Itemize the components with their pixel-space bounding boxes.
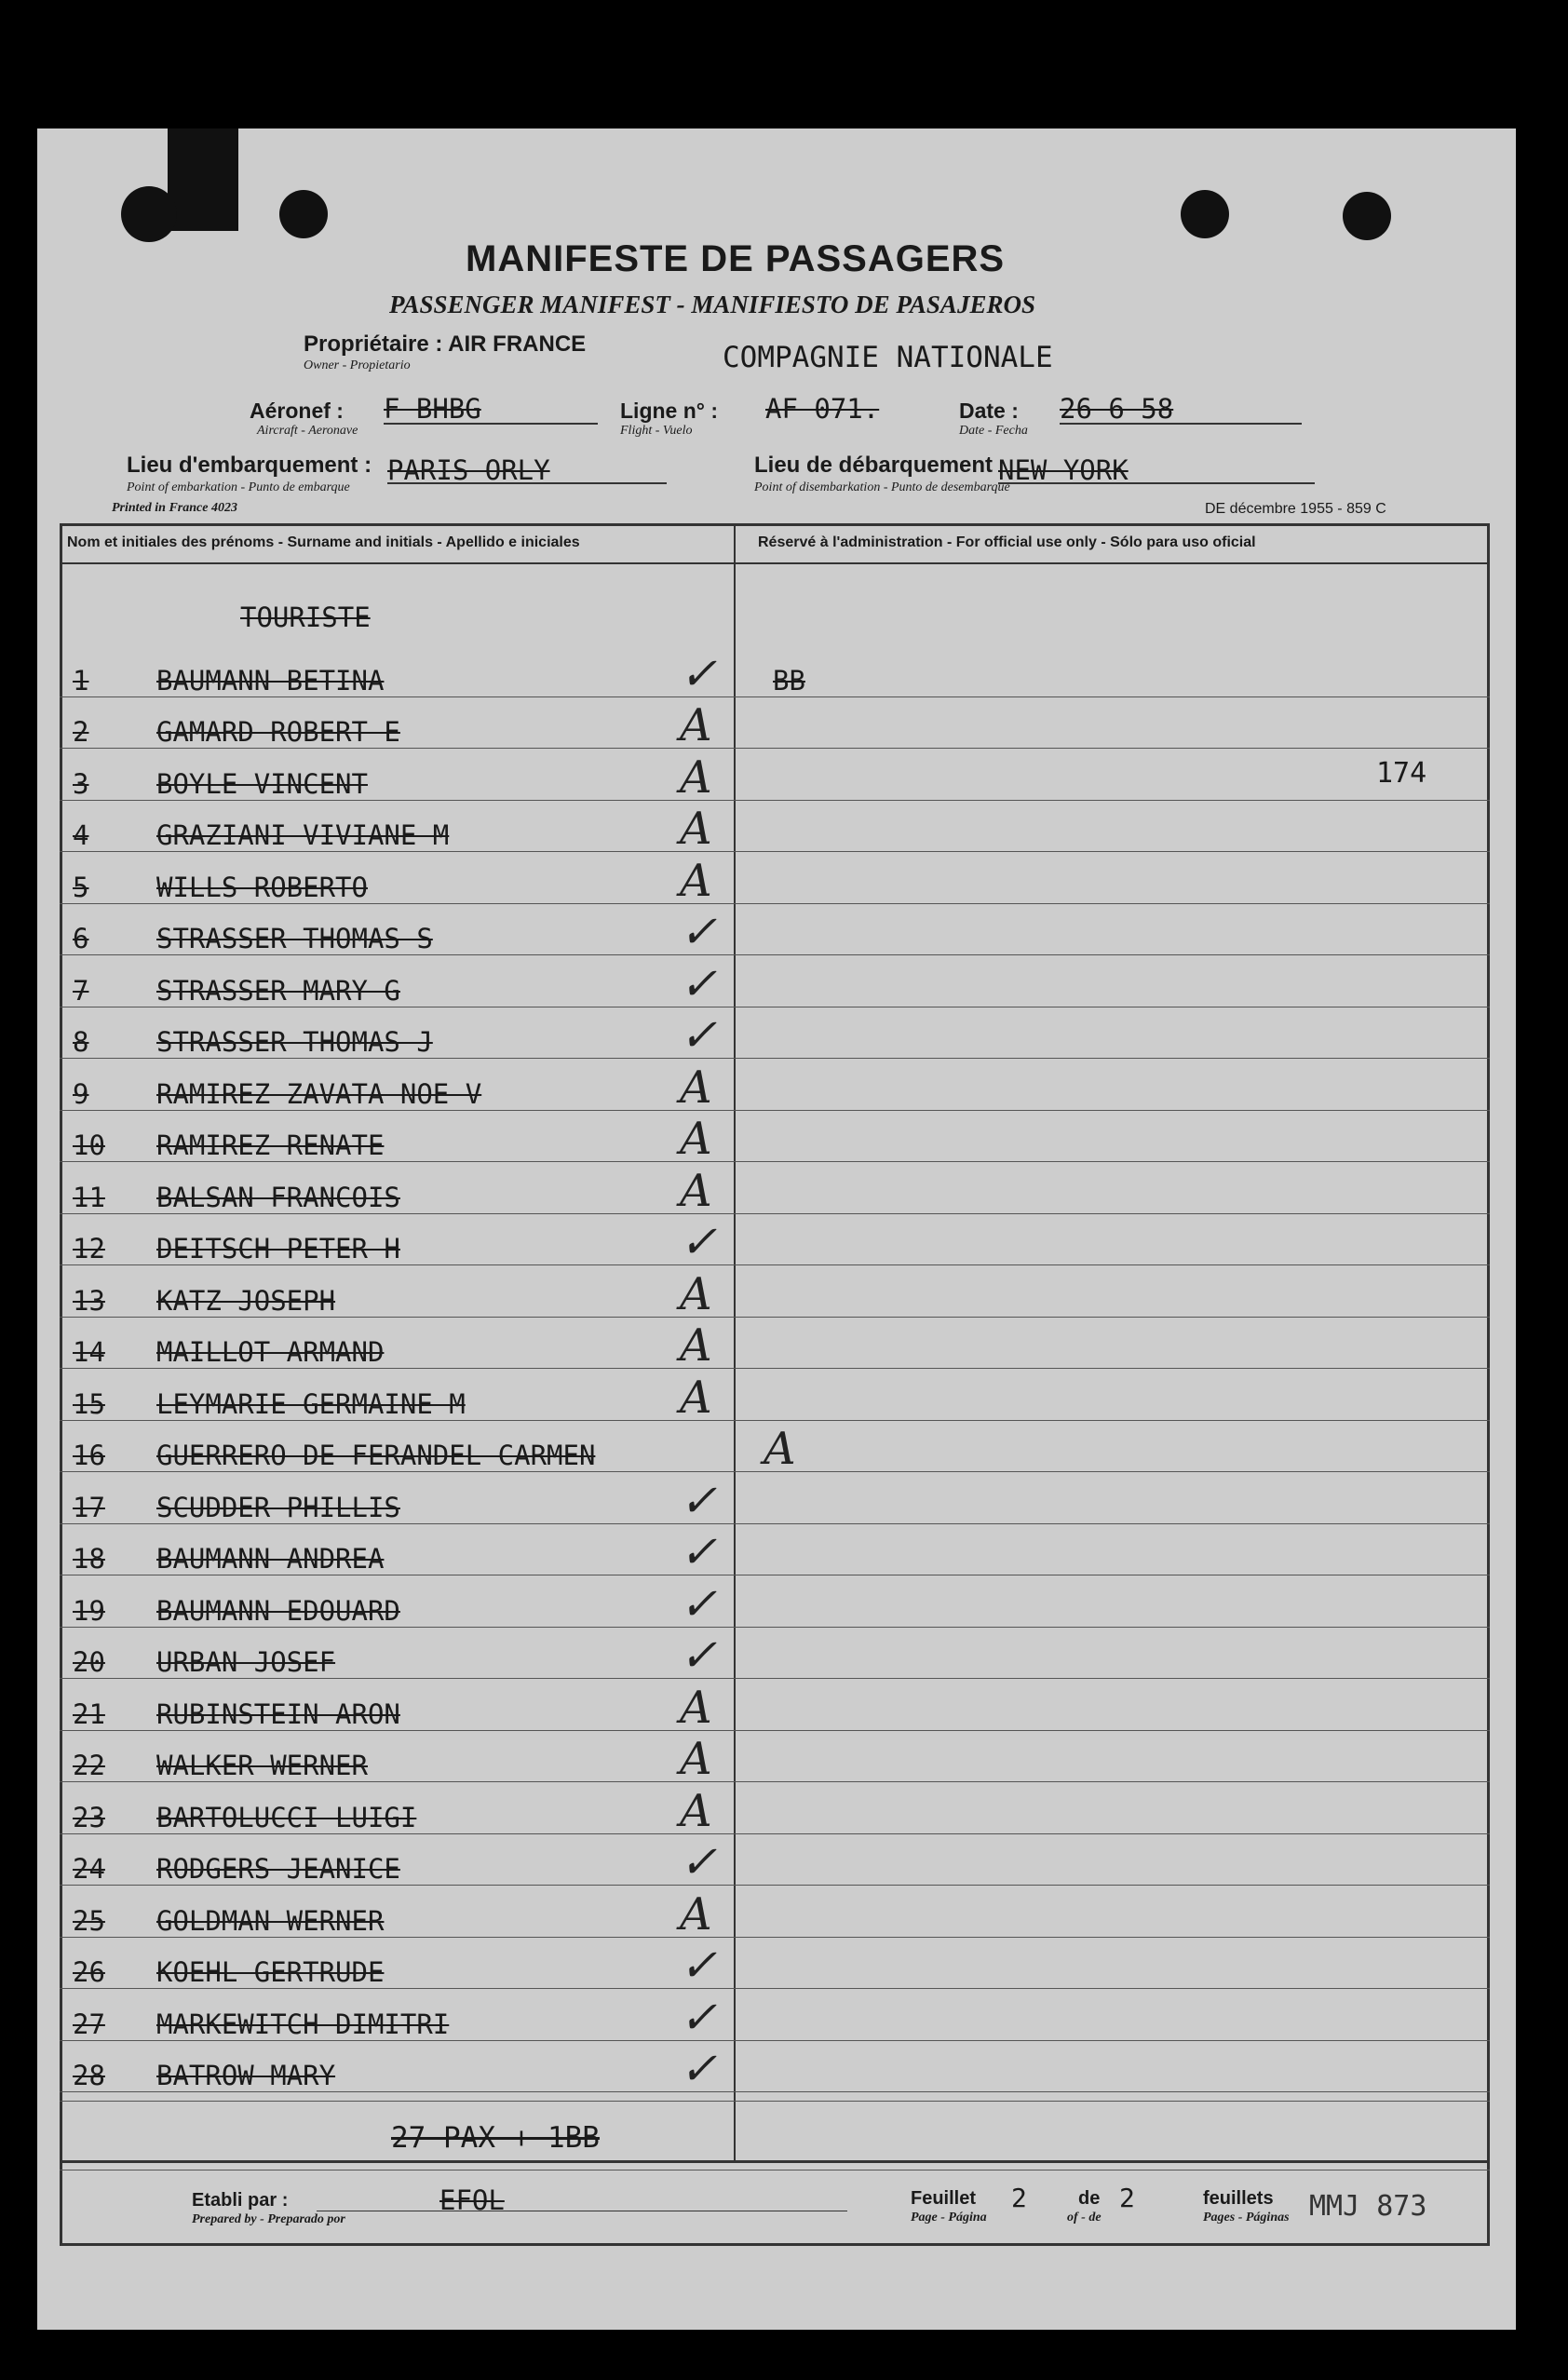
sheet-sublabel: Page - Página (911, 2211, 987, 2224)
punch-hole (121, 186, 177, 242)
passenger-name: BATROW MARY (156, 2060, 336, 2091)
check-mark-icon: ✓ (680, 1216, 718, 1268)
passenger-name: RAMIREZ RENATE (156, 1129, 385, 1161)
passenger-number: 15 (73, 1388, 105, 1420)
check-mark-icon: ✓ (680, 2043, 718, 2095)
passenger-name: GOLDMAN WERNER (156, 1905, 385, 1937)
flight-label: Ligne n° : (620, 399, 719, 423)
row-rule (60, 1627, 1490, 1628)
punch-hole (1181, 190, 1229, 238)
col-header-name: Nom et initiales des prénoms - Surname and initials - Apellido e iniciales (67, 534, 580, 550)
passenger-name: WALKER WERNER (156, 1750, 368, 1781)
passenger-number: 27 (73, 2008, 105, 2040)
passenger-name: GRAZIANI VIVIANE M (156, 819, 450, 851)
passenger-name: RUBINSTEIN ARON (156, 1698, 400, 1730)
row-rule (60, 1523, 1490, 1524)
sheets-sublabel: Pages - Páginas (1203, 2211, 1290, 2224)
aircraft-sublabel: Aircraft - Aeronave (257, 424, 358, 438)
passenger-number: 10 (73, 1129, 105, 1161)
passenger-number: 2 (73, 716, 89, 748)
passenger-number: 26 (73, 1956, 105, 1988)
passenger-name: URBAN JOSEF (156, 1646, 336, 1678)
embark-value: PARIS ORLY (387, 454, 550, 486)
manifest-subtitle: PASSENGER MANIFEST - MANIFIESTO DE PASAJEROS (389, 291, 1035, 318)
reference-stamp: MMJ 873 (1309, 2190, 1427, 2223)
passenger-number: 13 (73, 1285, 105, 1317)
passenger-name: KATZ JOSEPH (156, 1285, 336, 1317)
row-rule (60, 1678, 1490, 1679)
sheet-number: 2 (1011, 2183, 1027, 2213)
handwritten-a-mark: A (680, 1372, 712, 1424)
punch-hole (279, 190, 328, 238)
binding-mark (168, 128, 238, 231)
handwritten-a-mark: A (680, 803, 712, 855)
row-rule (60, 2091, 1490, 2092)
passenger-number: 25 (73, 1905, 105, 1937)
section-label: TOURISTE (240, 602, 371, 633)
passenger-number: 20 (73, 1646, 105, 1678)
passenger-name: BOYLE VINCENT (156, 768, 368, 800)
passenger-name: DEITSCH PETER H (156, 1233, 400, 1264)
check-mark-icon: ✓ (680, 648, 718, 700)
row-rule (60, 903, 1490, 904)
passenger-number: 9 (73, 1078, 89, 1110)
row-rule (60, 954, 1490, 955)
passenger-number: 24 (73, 1853, 105, 1885)
row-rule (60, 748, 1490, 749)
prepared-label: Etabli par : (192, 2190, 289, 2211)
row-rule (60, 1833, 1490, 1834)
handwritten-a-mark: A (764, 1423, 796, 1475)
passenger-number: 22 (73, 1750, 105, 1781)
row-rule (60, 1368, 1490, 1369)
passenger-number: 23 (73, 1802, 105, 1833)
handwritten-a-mark: A (680, 1682, 712, 1734)
passenger-number: 14 (73, 1336, 105, 1368)
embark-label: Lieu d'embarquement : (127, 453, 372, 478)
row-rule (60, 800, 1490, 801)
handwritten-a-mark: A (680, 1785, 712, 1837)
row-rule (60, 696, 1490, 697)
owner-label: Propriétaire : AIR FRANCE (304, 331, 587, 357)
col-header-admin: Réservé à l'administration - For official use only - Sólo para uso oficial (758, 534, 1256, 550)
of-sublabel: of - de (1067, 2211, 1102, 2224)
handwritten-a-mark: A (680, 1113, 712, 1165)
printed-note: Printed in France 4023 (112, 501, 237, 515)
owner-value: COMPAGNIE NATIONALE (723, 341, 1053, 374)
sheets-label: feuillets (1203, 2188, 1274, 2209)
row-rule (60, 1161, 1490, 1162)
form-reference: DE décembre 1955 - 859 C (1205, 501, 1386, 517)
passenger-number: 19 (73, 1595, 105, 1627)
handwritten-a-mark: A (680, 1888, 712, 1941)
row-rule (60, 1317, 1490, 1318)
passenger-number: 5 (73, 872, 89, 903)
passenger-name: STRASSER THOMAS S (156, 923, 433, 954)
of-number: 2 (1119, 2183, 1135, 2213)
handwritten-a-mark: A (680, 1268, 712, 1320)
flight-sublabel: Flight - Vuelo (620, 424, 693, 438)
disembark-value: NEW YORK (998, 454, 1129, 486)
sheet-label: Feuillet (911, 2188, 977, 2209)
row-rule (60, 1730, 1490, 1731)
check-mark-icon: ✓ (680, 1475, 718, 1527)
handwritten-a-mark: A (680, 1319, 712, 1372)
embark-sublabel: Point of embarkation - Punto de embarque (127, 480, 350, 494)
passenger-name: STRASSER MARY G (156, 975, 400, 1007)
prepared-sublabel: Prepared by - Preparado por (192, 2212, 345, 2226)
handwritten-a-mark: A (680, 855, 712, 907)
passenger-number: 21 (73, 1698, 105, 1730)
passenger-name: GUERRERO DE FERANDEL CARMEN (156, 1440, 596, 1471)
handwritten-a-mark: A (680, 699, 712, 751)
date-value: 26 6 58 (1060, 393, 1174, 425)
disembark-sublabel: Point of disembarkation - Punto de desembarque (754, 480, 1010, 494)
passenger-number: 7 (73, 975, 89, 1007)
passenger-name: MARKEWITCH DIMITRI (156, 2008, 450, 2040)
passenger-name: MAILLOT ARMAND (156, 1336, 385, 1368)
passenger-name: BAUMANN EDOUARD (156, 1595, 400, 1627)
date-label: Date : (959, 399, 1019, 423)
row-rule (60, 1420, 1490, 1421)
passenger-name: BALSAN FRANCOIS (156, 1182, 400, 1213)
passenger-name: KOEHL GERTRUDE (156, 1956, 385, 1988)
aircraft-value: F BHBG (384, 393, 481, 425)
passenger-name: STRASSER THOMAS J (156, 1026, 433, 1058)
row-rule (60, 1213, 1490, 1214)
row-rule (60, 1988, 1490, 1989)
handwritten-a-mark: A (680, 1062, 712, 1114)
row-rule (60, 1781, 1490, 1782)
flight-value: AF 071. (765, 393, 880, 425)
passenger-name: RAMIREZ ZAVATA NOE V (156, 1078, 482, 1110)
passenger-number: 3 (73, 768, 89, 800)
check-mark-icon: ✓ (680, 958, 718, 1010)
passenger-number: 8 (73, 1026, 89, 1058)
admin-note: 174 (1376, 757, 1427, 790)
passenger-name: SCUDDER PHILLIS (156, 1492, 400, 1523)
admin-note: BB (773, 665, 805, 696)
owner-sublabel: Owner - Propietario (304, 358, 411, 372)
row-rule (60, 1264, 1490, 1265)
of-label: de (1078, 2188, 1101, 2209)
check-mark-icon: ✓ (680, 906, 718, 958)
check-mark-icon: ✓ (680, 1992, 718, 2044)
check-mark-icon: ✓ (680, 1940, 718, 1992)
passenger-name: BAUMANN BETINA (156, 665, 385, 696)
passenger-number: 1 (73, 665, 89, 696)
disembark-label: Lieu de débarquement (754, 453, 994, 478)
aircraft-label: Aéronef : (250, 399, 344, 423)
row-rule (60, 1937, 1490, 1938)
check-mark-icon: ✓ (680, 1836, 718, 1888)
passenger-number: 18 (73, 1543, 105, 1575)
date-sublabel: Date - Fecha (959, 424, 1028, 438)
handwritten-a-mark: A (680, 1733, 712, 1785)
passenger-number: 17 (73, 1492, 105, 1523)
passenger-number: 12 (73, 1233, 105, 1264)
passenger-number: 6 (73, 923, 89, 954)
passenger-number: 28 (73, 2060, 105, 2091)
passenger-name: WILLS ROBERTO (156, 872, 368, 903)
check-mark-icon: ✓ (680, 1526, 718, 1578)
passenger-number: 4 (73, 819, 89, 851)
check-mark-icon: ✓ (680, 1578, 718, 1630)
passenger-name: GAMARD ROBERT E (156, 716, 400, 748)
row-rule (60, 1110, 1490, 1111)
check-mark-icon: ✓ (680, 1009, 718, 1062)
passenger-name: LEYMARIE GERMAINE M (156, 1388, 466, 1420)
passenger-name: BAUMANN ANDREA (156, 1543, 385, 1575)
passenger-name: RODGERS JEANICE (156, 1853, 400, 1885)
manifest-sheet (37, 128, 1516, 2330)
row-rule (60, 1058, 1490, 1059)
passenger-name: BARTOLUCCI LUIGI (156, 1802, 417, 1833)
row-rule (60, 851, 1490, 852)
check-mark-icon: ✓ (680, 1629, 718, 1682)
passenger-number: 11 (73, 1182, 105, 1213)
handwritten-a-mark: A (680, 751, 712, 804)
prepared-value: EFOL (439, 2184, 505, 2216)
punch-hole (1343, 192, 1391, 240)
manifest-title: MANIFESTE DE PASSAGERS (466, 238, 1006, 279)
passenger-number: 16 (73, 1440, 105, 1471)
passenger-total: 27 PAX + 1BB (391, 2121, 600, 2155)
row-rule (60, 1885, 1490, 1886)
row-rule (60, 2101, 1490, 2102)
handwritten-a-mark: A (680, 1165, 712, 1217)
row-rule (60, 2040, 1490, 2041)
